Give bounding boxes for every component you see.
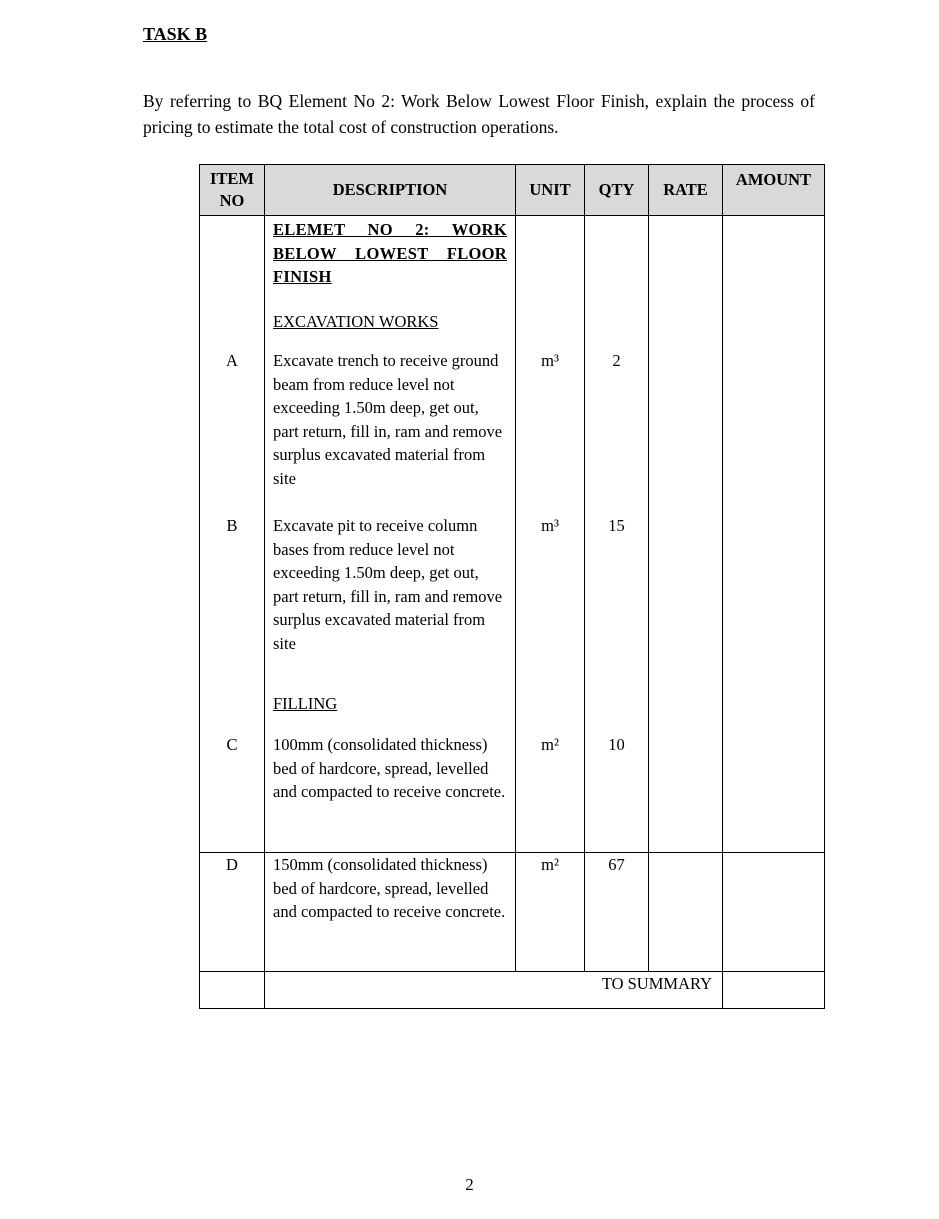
- item-d-description: 150mm (consolidated thickness) bed of hardcore, spread, levelled and compacted to receive concrete.: [273, 855, 506, 921]
- description-cell: [265, 216, 516, 853]
- summary-amount-cell: [723, 972, 825, 1009]
- amount-cell: [723, 853, 825, 972]
- page-number: 2: [465, 1175, 474, 1194]
- item-a-no: A: [226, 351, 238, 370]
- item-a-description: Excavate trench to receive ground beam from reduce level not exceeding 1.50m deep, get out, part return, fill in, ram and remove surplus excavated material from site: [273, 351, 503, 488]
- rate-cell: [649, 216, 723, 853]
- item-b-qty: 15: [608, 516, 625, 535]
- section-heading-filling: FILLING: [273, 694, 338, 713]
- header-amount: AMOUNT: [723, 165, 825, 216]
- item-c-description: 100mm (consolidated thickness) bed of hardcore, spread, levelled and compacted to receive concrete.: [273, 735, 506, 801]
- bill-of-quantities-table: [199, 164, 825, 1009]
- summary-label-cell: [265, 972, 723, 1009]
- item-a-unit: m³: [541, 351, 559, 370]
- item-a-qty: 2: [612, 351, 621, 370]
- header-item-no-line1: ITEM: [209, 169, 254, 188]
- unit-cell: [516, 216, 585, 853]
- qty-cell: [585, 853, 649, 972]
- summary-item-cell: [200, 972, 265, 1009]
- element-heading: ELEMET NO 2: WORK BELOW LOWEST FLOOR FINISH: [273, 220, 507, 286]
- task-title: TASK B: [143, 24, 208, 44]
- item-no-cell: [200, 853, 265, 972]
- item-d-unit: m²: [541, 855, 559, 874]
- rate-cell: [649, 853, 723, 972]
- table-header-row: [200, 165, 825, 216]
- to-summary-label: TO SUMMARY: [601, 974, 712, 993]
- item-b-unit: m³: [541, 516, 559, 535]
- item-d-qty: 67: [608, 855, 625, 874]
- description-cell: [265, 853, 516, 972]
- table-row: [200, 853, 825, 972]
- item-b-no: B: [226, 516, 238, 535]
- section-heading-excavation: EXCAVATION WORKS: [273, 312, 439, 331]
- item-c-unit: m²: [541, 735, 559, 754]
- header-description: DESCRIPTION: [265, 165, 516, 216]
- header-item-no-line2: NO: [219, 191, 245, 210]
- item-c-qty: 10: [608, 735, 625, 754]
- item-d-no: D: [226, 855, 238, 874]
- item-no-cell: [200, 216, 265, 853]
- header-qty: QTY: [585, 165, 649, 216]
- amount-cell: [723, 216, 825, 853]
- header-rate: RATE: [649, 165, 723, 216]
- item-b-description: Excavate pit to receive column bases from reduce level not exceeding 1.50m deep, get out, part return, fill in, ram and remove surplus excavated material from site: [273, 516, 503, 653]
- item-c-no: C: [226, 735, 238, 754]
- header-unit: UNIT: [516, 165, 585, 216]
- task-instructions: By referring to BQ Element No 2: Work Below Lowest Floor Finish, explain the process of pricing to estimate the total cost of construction operations.: [143, 91, 815, 137]
- header-item-no: [200, 165, 265, 216]
- summary-row: [200, 972, 825, 1009]
- qty-cell: [585, 216, 649, 853]
- unit-cell: [516, 853, 585, 972]
- table-row: [200, 216, 825, 853]
